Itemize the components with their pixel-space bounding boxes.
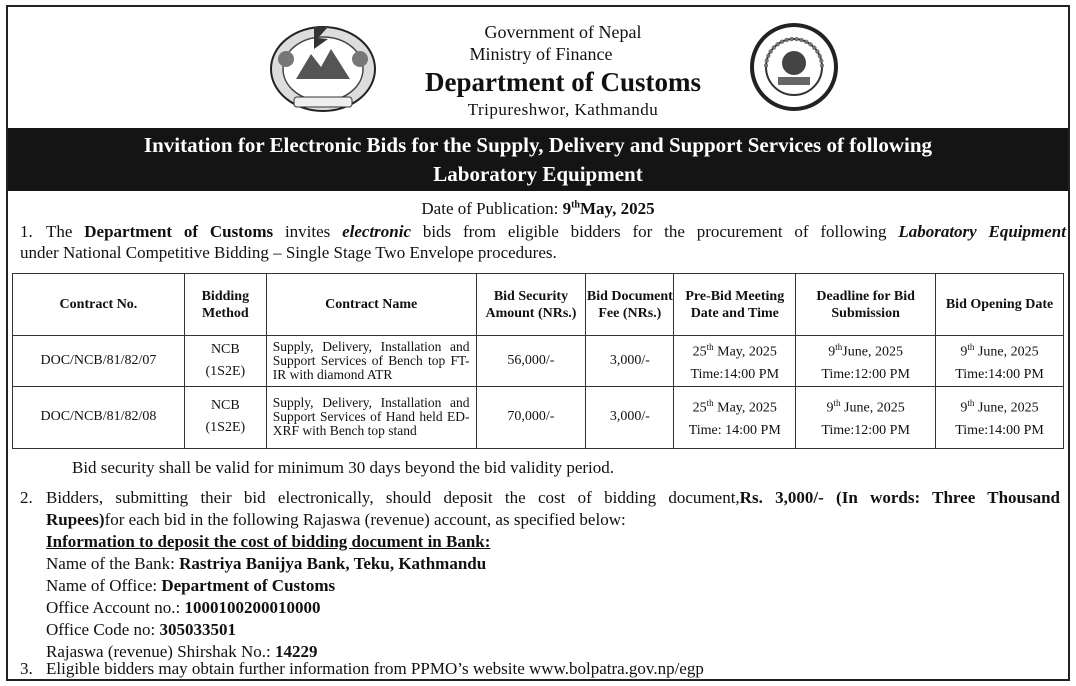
department-name: Department of Customs <box>425 67 701 97</box>
deadline-day: 9 <box>826 400 834 416</box>
bid-security: 56,000/- <box>476 336 586 387</box>
customs-seal-icon <box>748 21 840 113</box>
bid-schedule-table <box>12 273 1064 449</box>
s1-text-c: bids from eligible bidders for the procurement of following <box>422 222 887 241</box>
section-1 <box>20 221 1066 263</box>
section-1-number: 1. <box>20 222 33 241</box>
s2-text-a: Bidders, submitting their bid electronically, should deposit the cost of bidding document, <box>46 488 740 507</box>
deadline-date: June, 2025 <box>842 344 903 360</box>
notice-title-banner <box>8 128 1068 191</box>
notice-frame <box>6 5 1070 681</box>
publication-date <box>8 199 1068 219</box>
contract-name: Supply, Delivery, Installation and Support Services of Bench top FT-IR with diamond ATR <box>266 336 476 387</box>
col-document-fee: Bid Document Fee (NRs.) <box>586 274 674 336</box>
bank-name-label: Name of the Bank: <box>46 554 175 573</box>
government-name: Government of Nepal <box>484 22 642 42</box>
section-3-text: Eligible bidders may obtain further information from PPMO’s website www.bolpatra.gov.np/egp <box>46 659 704 678</box>
method-code: (1S2E) <box>205 420 246 436</box>
s2-text-b: for each bid in the following Rajaswa (revenue) account, as specified below: <box>104 510 626 529</box>
contract-no: DOC/NCB/81/82/08 <box>13 386 185 448</box>
col-bid-security: Bid Security Amount (NRs.) <box>476 274 586 336</box>
office-code-value: 305033501 <box>159 620 236 639</box>
publication-month-year: May, 2025 <box>579 199 655 218</box>
method-code: (1S2E) <box>205 363 246 379</box>
opening-day: 9 <box>960 344 968 360</box>
shirshak-label: Rajaswa (revenue) Shirshak No.: <box>46 642 271 661</box>
department-heading <box>388 21 738 121</box>
opening-day-suffix: th <box>967 342 975 352</box>
col-opening-date: Bid Opening Date <box>936 274 1064 336</box>
s1-electronic: electronic <box>342 222 412 241</box>
s1-text-b: invites <box>284 222 331 241</box>
table-row <box>13 386 1064 448</box>
opening-day: 9 <box>960 400 968 416</box>
deadline-time: Time:12:00 PM <box>821 422 910 438</box>
opening-day-suffix: th <box>967 398 975 409</box>
contract-name: Supply, Delivery, Installation and Support Services of Hand held ED-XRF with Bench top stand <box>266 386 476 448</box>
section-2-line-1 <box>46 487 1060 509</box>
publication-day: 9 <box>562 199 572 218</box>
publication-day-suffix: th <box>571 199 580 211</box>
banner-line-2: Laboratory Equipment <box>433 162 643 186</box>
bank-info-heading: Information to deposit the cost of bidding document in Bank: <box>46 532 491 551</box>
deadline-time: Time:12:00 PM <box>821 366 910 382</box>
account-line <box>46 597 1060 619</box>
bidding-method <box>184 386 266 448</box>
office-name-label: Name of Office: <box>46 576 158 595</box>
prebid-day-suffix: th <box>706 342 714 352</box>
opening-date-value: June, 2025 <box>977 344 1039 360</box>
account-value: 1000100200010000 <box>184 598 321 617</box>
s1-department: Department of Customs <box>84 222 274 241</box>
nepal-emblem-icon <box>266 19 380 115</box>
office-code-label: Office Code no: <box>46 620 156 639</box>
col-prebid-meeting: Pre-Bid Meeting Date and Time <box>674 274 796 336</box>
col-deadline: Deadline for Bid Submission <box>796 274 936 336</box>
shirshak-value: 14229 <box>274 642 318 661</box>
col-bidding-method: Bidding Method <box>184 274 266 336</box>
prebid-day: 25 <box>692 400 707 416</box>
section-2-line-2 <box>46 509 1060 531</box>
deadline-day-suffix: th <box>835 342 843 352</box>
s1-lab-equipment: Laboratory Equipment <box>898 222 1066 241</box>
section-2 <box>20 487 1060 663</box>
prebid-time: Time: 14:00 PM <box>688 422 781 438</box>
deadline-date: June, 2025 <box>844 400 905 416</box>
prebid-date: May, 2025 <box>717 344 777 360</box>
section-3-number: 3. <box>20 659 33 678</box>
opening-date <box>936 336 1064 387</box>
method-type: NCB <box>210 398 240 414</box>
col-contract-name: Contract Name <box>266 274 476 336</box>
s1-text-a: The <box>46 222 73 241</box>
contract-no: DOC/NCB/81/82/07 <box>13 336 185 387</box>
table-row <box>13 336 1064 387</box>
section-1-line-2: under National Competitive Bidding – Single Stage Two Envelope procedures. <box>20 243 557 262</box>
table-header-row <box>13 274 1064 336</box>
bidding-method <box>184 336 266 387</box>
office-code-line <box>46 619 1060 641</box>
section-1-line-1 <box>20 221 1066 242</box>
col-contract-no: Contract No. <box>13 274 185 336</box>
prebid-date: May, 2025 <box>717 400 777 416</box>
submission-deadline <box>796 386 936 448</box>
prebid-meeting <box>674 386 796 448</box>
prebid-day: 25 <box>692 344 707 360</box>
opening-time: Time:14:00 PM <box>955 366 1044 382</box>
s2-amount: Rs. 3,000/- (In words: Three Thousand <box>739 488 1061 507</box>
opening-date-value: June, 2025 <box>977 400 1039 416</box>
opening-time: Time:14:00 PM <box>955 422 1044 438</box>
prebid-day-suffix: th <box>706 398 714 409</box>
method-type: NCB <box>210 341 240 357</box>
office-name-line <box>46 575 1060 597</box>
section-3 <box>20 658 1060 679</box>
account-label: Office Account no.: <box>46 598 181 617</box>
bank-name-value: Rastriya Banijya Bank, Teku, Kathmandu <box>179 554 487 573</box>
bank-name-line <box>46 553 1060 575</box>
document-fee: 3,000/- <box>586 336 674 387</box>
bid-security: 70,000/- <box>476 386 586 448</box>
prebid-meeting <box>674 336 796 387</box>
banner-line-1: Invitation for Electronic Bids for the Supply, Delivery and Support Services of following <box>143 133 933 157</box>
section-2-number: 2. <box>20 488 33 507</box>
ministry-name: Ministry of Finance <box>469 44 613 64</box>
bid-validity-note: Bid security shall be valid for minimum 30 days beyond the bid validity period. <box>72 458 615 477</box>
publication-label: Date of Publication: <box>421 199 559 218</box>
submission-deadline <box>796 336 936 387</box>
s2-rupees: Rupees) <box>46 510 105 529</box>
opening-date <box>936 386 1064 448</box>
office-name-value: Department of Customs <box>161 576 336 595</box>
department-location: Tripureshwor, Kathmandu <box>467 100 659 119</box>
notice-header <box>8 7 1068 129</box>
deadline-day-suffix: th <box>833 398 841 409</box>
deadline-day: 9 <box>828 344 836 360</box>
document-fee: 3,000/- <box>586 386 674 448</box>
prebid-time: Time:14:00 PM <box>690 366 780 382</box>
